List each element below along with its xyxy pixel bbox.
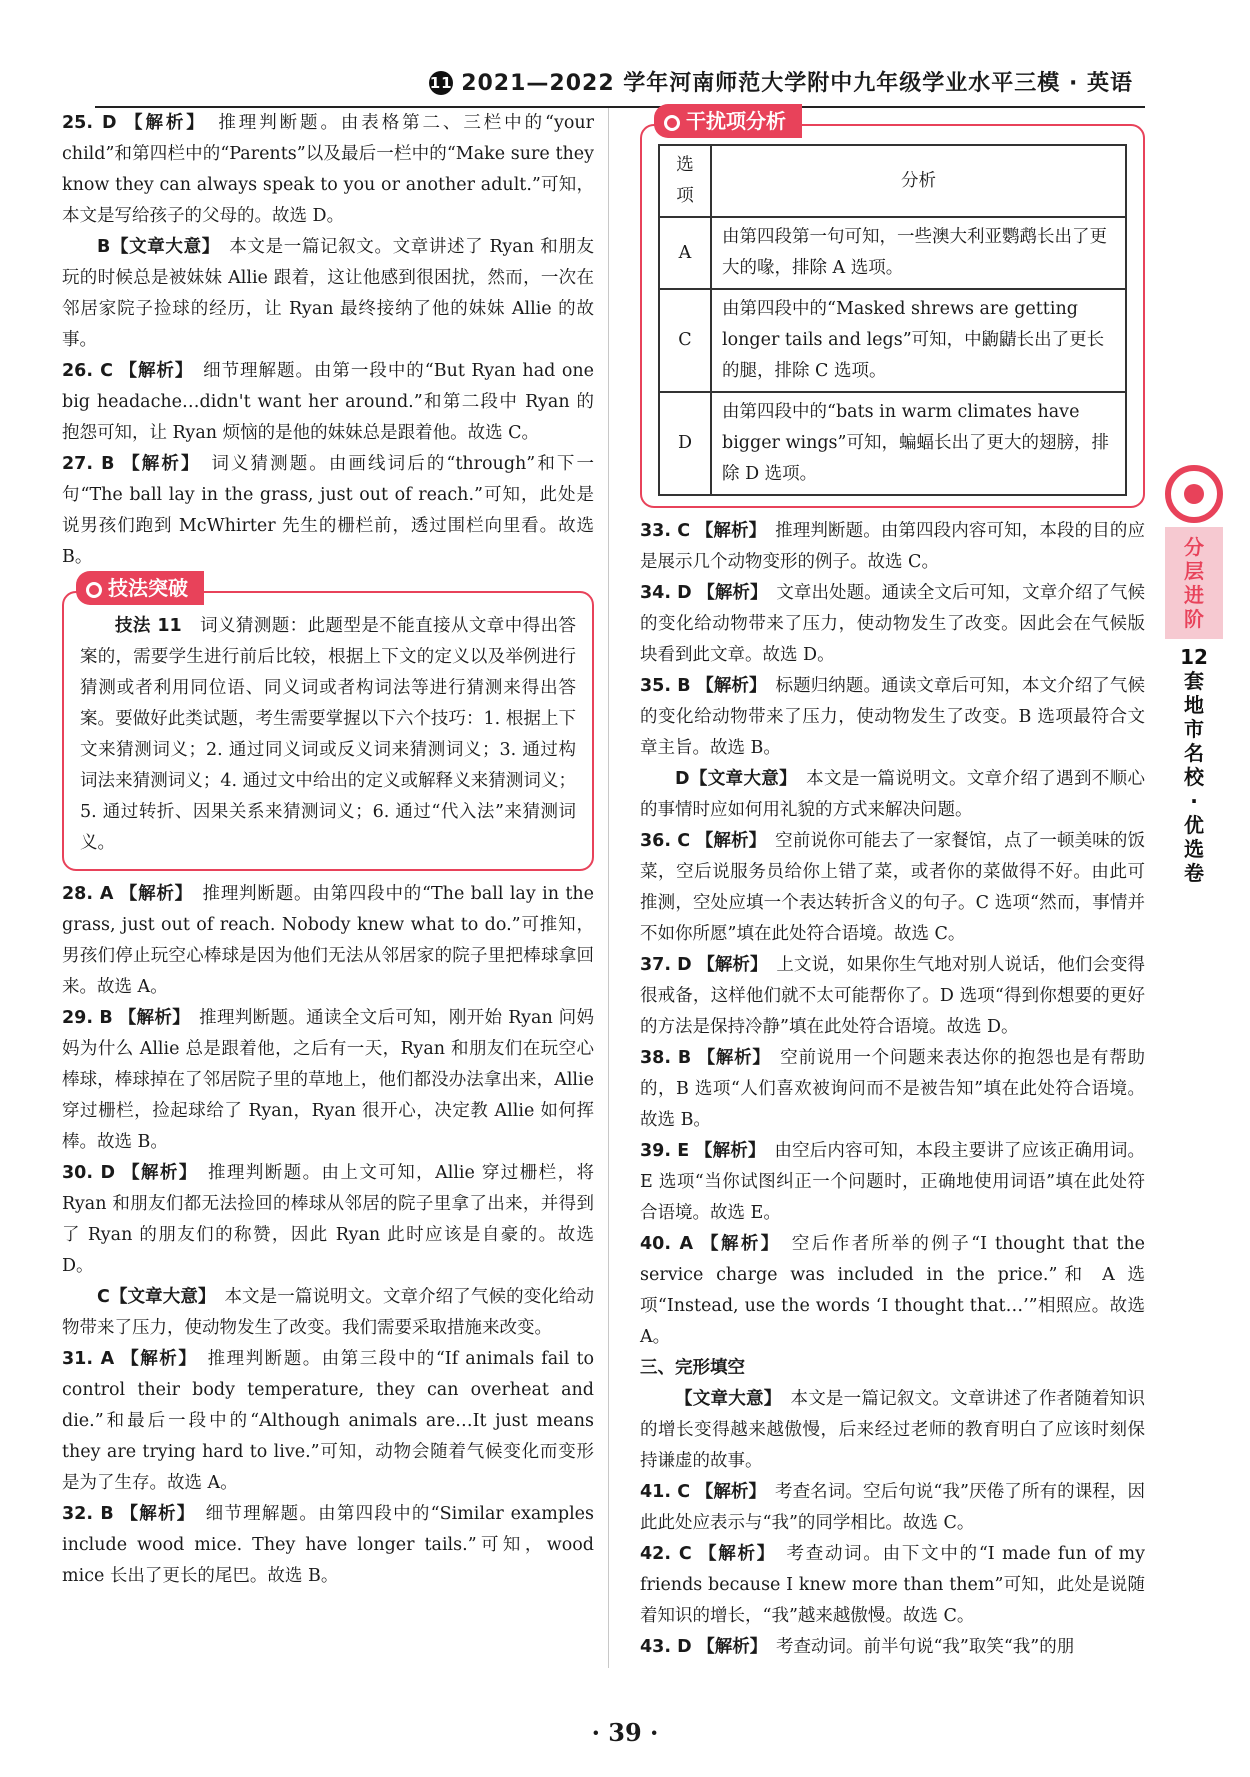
answer-31: 31. A 【解析】 推理判断题。由第三段中的“If animals fail to control their body temperature, they can overheat and die.”和最后一段中的“Although animals are…It just means they are trying hard to live.”可知，动物会随着气候变化而变形是为了生存。故选 A。 xyxy=(62,1349,595,1493)
answer-39: 39. E 【解析】 由空后内容可知，本段主要讲了应该正确用词。E 选项“当你试图纠正一个问题时，正确地使用词语”填在此处符合语境。故选 E。 xyxy=(640,1141,1145,1223)
page-number: · 39 · xyxy=(591,1718,659,1747)
answer-29: 29. B 【解析】 推理判断题。通读全文后可知，刚开始 Ryan 问妈妈为什么 Allie 总是跟着他，之后有一天，Ryan 和朋友们在玩空心棒球，棒球掉在了邻居院子里的草地上，他们都没办法拿出来，Allie 穿过栅栏，捡起球给了 Ryan，Ryan 很开心，决定教 Allie 如何挥棒。故选 B。 xyxy=(62,1008,594,1152)
side-tab xyxy=(1165,465,1223,885)
technique-text: 技法 11 词义猜测题：此题型是不能直接从文章中得出答案的，需要学生进行前后比较，根据上下文的定义以及举例进行猜测或者利用同位语、同义词或者构词法等进行猜测来得出答案。要做好此类试题，考生需要掌握以下六个技巧：1. 根据上下文来猜测词义；2. 通过同义词或反义词来猜测词义；3. 通过构词法来猜测词义；4. 通过文中给出的定义或解释义来猜测词义；5. 通过转折、因果关系来猜测词义；6. 通过“代入法”来猜测词义。 xyxy=(80,616,576,853)
answer-37: 37. D 【解析】 上文说，如果你生气地对别人说话，他们会变得很戒备，这样他们就不太可能帮你了。D 选项“得到你想要的更好的方法是保持冷静”填在此处符合语境。故选 D。 xyxy=(640,955,1146,1037)
technique-box-title: 技法突破 xyxy=(76,571,204,605)
answer-32: 32. B 【解析】 细节理解题。由第四段中的“Similar examples include wood mice. They have longer tails.”可知，wood mice 长出了更长的尾巴。故选 B。 xyxy=(62,1504,595,1586)
target-ring-icon xyxy=(1165,465,1223,523)
answer-33: 33. C 【解析】 推理判断题。由第四段内容可知，本段的目的应是展示几个动物变形的例子。故选 C。 xyxy=(640,521,1146,572)
answer-25: 25. D 【解析】 推理判断题。由表格第二、三栏中的“your child”和第四栏中的“Parents”以及最后一栏中的“Make sure they know they can always speak to you or another adult.”可知，本文是写给孩子的父母的。故选 D。 xyxy=(62,113,595,226)
distractor-box-title: 干扰项分析 xyxy=(654,104,802,138)
side-tab-label: 12 套 地 市 名 校 · 优 选 卷 xyxy=(1180,645,1208,885)
answer-35: 35. B 【解析】 标题归纳题。通读文章后可知，本文介绍了气候的变化给动物带来了压力，使动物发生了改变。B 选项最符合文章主旨。故选 B。 xyxy=(640,676,1146,758)
table-row: D 由第四段中的“bats in warm climates have bigger wings”可知，蝙蝠长出了更大的翅膀，排除 D 选项。 xyxy=(659,392,1126,495)
answer-38: 38. B 【解析】 空前说用一个问题来表达你的抱怨也是有帮助的，B 选项“人们喜欢被询问而不是被告知”填在此处符合语境。故选 B。 xyxy=(640,1048,1146,1130)
table-row: A 由第四段第一句可知，一些澳大利亚鹦鹉长出了更大的喙，排除 A 选项。 xyxy=(659,217,1126,289)
table-header-option: 选项 xyxy=(659,145,711,217)
passage-b-summary: B【文章大意】 本文是一篇记叙文。文章讲述了 Ryan 和朋友玩的时候总是被妹妹 Allie 跟着，这让他感到很困扰，然而，一次在邻居家院子捡球的经历，让 Ryan 最终接纳了他的妹妹 Allie 的故事。 xyxy=(62,237,595,350)
passage-d-summary: D【文章大意】 本文是一篇说明文。文章介绍了遇到不顺心的事情时应如何用礼貌的方式来解决问题。 xyxy=(640,769,1146,820)
distractor-table xyxy=(658,144,1127,496)
page-header xyxy=(95,60,1145,108)
answer-34: 34. D 【解析】 文章出处题。通读全文后可知，文章介绍了气候的变化给动物带来了压力，使动物发生了改变。因此会在气候版块看到此文章。故选 D。 xyxy=(640,583,1146,665)
target-icon xyxy=(664,115,680,131)
target-icon xyxy=(86,582,102,598)
side-tab-pink: 分 层 进 阶 xyxy=(1165,527,1223,639)
answer-40: 40. A 【解析】 空后作者所举的例子“I thought that the service charge was included in the price.”和 A 选项“Instead, use the words ‘I thought that…’”相照应。故选 A。 xyxy=(640,1234,1145,1347)
answer-41: 41. C 【解析】 考查名词。空后句说“我”厌倦了所有的课程，因此此处应表示与“我”的同学相比。故选 C。 xyxy=(640,1482,1145,1533)
header-title xyxy=(429,66,1133,97)
right-column xyxy=(640,108,1145,1663)
answer-30: 30. D 【解析】 推理判断题。由上文可知，Allie 穿过栅栏，将 Ryan 和朋友们都无法捡回的棒球从邻居的院子里拿了出来，并得到了 Ryan 的朋友们的称赞，因此 Ryan 此时应该是自豪的。故选 D。 xyxy=(62,1163,595,1276)
answer-43: 43. D 【解析】 考查动词。前半句说“我”取笑“我”的朋 xyxy=(640,1637,1075,1657)
answer-36: 36. C 【解析】 空前说你可能去了一家餐馆，点了一顿美味的饭菜，空后说服务员给你上错了菜，或者你的菜做得不好。由此可推测，空处应填一个表达转折含义的句子。C 选项“然而，事情并不如你所愿”填在此处符合语境。故选 C。 xyxy=(640,831,1146,944)
passage-c-summary: C【文章大意】 本文是一篇说明文。文章介绍了气候的变化给动物带来了压力，使动物发生了改变。我们需要采取措施来改变。 xyxy=(62,1287,595,1338)
header-title-text: 2021—2022 学年河南师范大学附中九年级学业水平三模 · 英语 xyxy=(461,71,1133,96)
cloze-summary: 【文章大意】 本文是一篇记叙文。文章讲述了作者随着知识的增长变得越来越傲慢，后来经过老师的教育明白了应该时刻保持谦虚的故事。 xyxy=(640,1389,1146,1471)
answer-27: 27. B 【解析】 词义猜测题。由画线词后的“through”和下一句“The ball lay in the grass, just out of reach.”可知，此处是说男孩们跑到 McWhirter 先生的栅栏前，透过围栏向里看。故选 B。 xyxy=(62,454,595,567)
column-divider xyxy=(608,108,609,1668)
set-number-badge: 11 xyxy=(429,71,453,95)
answer-26: 26. C 【解析】 细节理解题。由第一段中的“But Ryan had one big headache…didn't want her around.”和第二段中 Ryan 的抱怨可知，让 Ryan 烦恼的是他的妹妹总是跟着他。故选 C。 xyxy=(62,361,595,443)
answer-28: 28. A 【解析】 推理判断题。由第四段中的“The ball lay in the grass, just out of reach. Nobody knew what to do.”可推知，男孩们停止玩空心棒球是因为他们无法从邻居家的院子里把棒球拿回来。故选 A。 xyxy=(62,884,594,997)
distractor-analysis-box xyxy=(640,109,1145,508)
answer-42: 42. C 【解析】 考查动词。由下文中的“I made fun of my friends because I knew more than them”可知，此处是说随着知识的增长，“我”越来越傲慢。故选 C。 xyxy=(640,1544,1146,1626)
technique-box xyxy=(62,576,594,871)
left-column xyxy=(62,108,594,1592)
table-row: C 由第四段中的“Masked shrews are getting longer tails and legs”可知，中鼩鼱长出了更长的腿，排除 C 选项。 xyxy=(659,289,1126,392)
table-header-analysis: 分析 xyxy=(711,145,1126,217)
section-3-title: 三、完形填空 xyxy=(640,1358,745,1378)
